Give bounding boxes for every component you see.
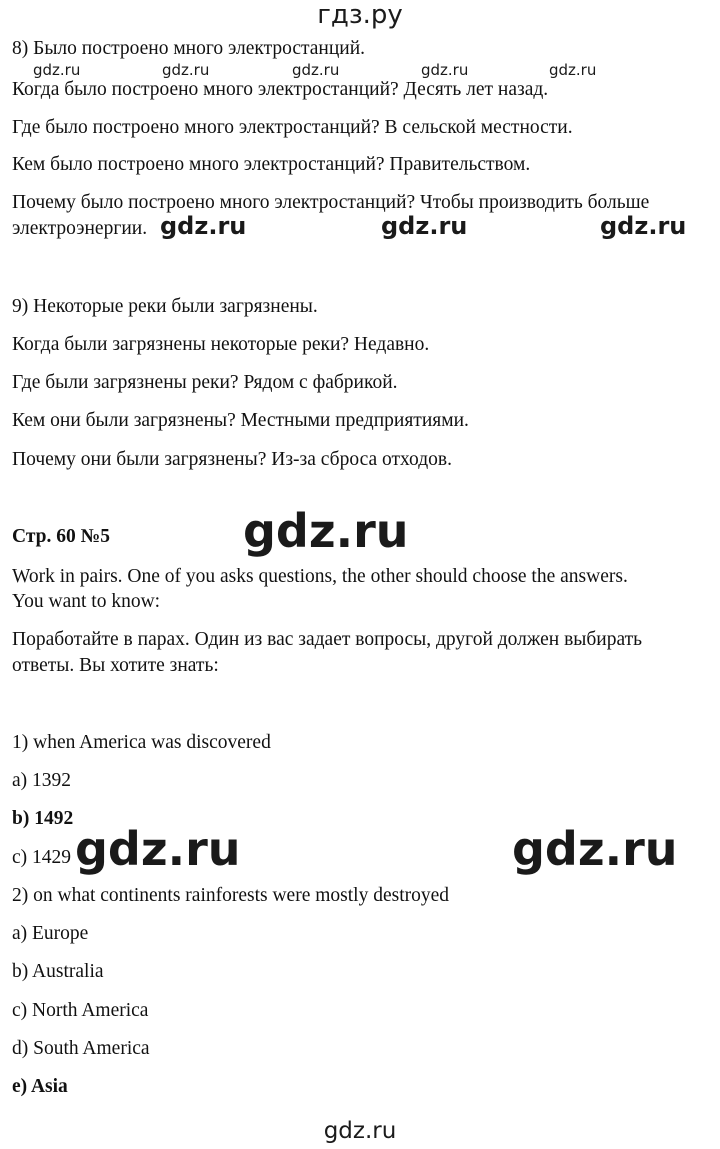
question-2-option-e-correct: e) Asia — [12, 1076, 68, 1097]
watermark: gdz.ru — [160, 212, 247, 240]
question-1-option-b-correct: b) 1492 — [12, 808, 74, 829]
watermark: gdz.ru — [162, 61, 210, 79]
watermark: gdz.ru — [549, 61, 597, 79]
question-2-option-a: a) Europe — [12, 923, 89, 944]
section-8-title: 8) Было построено много электростанций. — [12, 38, 366, 59]
site-footer: gdz.ru — [323, 1118, 397, 1144]
instruction-ru-line2: ответы. Вы хотите знать: — [12, 655, 219, 676]
section-9-question-why: Почему они были загрязнены? Из-за сброса отходов. — [12, 449, 452, 470]
question-2-option-b: b) Australia — [12, 961, 104, 982]
section-8-question-why-line2: электроэнергии. — [12, 218, 148, 239]
watermark: gdz.ru — [421, 61, 469, 79]
instruction-en-line1: Work in pairs. One of you asks questions, the other should choose the answers. — [12, 566, 628, 587]
watermark: gdz.ru — [381, 212, 468, 240]
section-8-question-by-whom: Кем было построено много электростанций? Правительством. — [12, 154, 531, 175]
section-9-question-when: Когда были загрязнены некоторые реки? Недавно. — [12, 334, 430, 355]
question-2-text: 2) on what continents rainforests were mostly destroyed — [12, 885, 450, 906]
question-2-option-c: c) North America — [12, 1000, 149, 1021]
watermark: gdz.ru — [292, 61, 340, 79]
watermark: gdz.ru — [512, 822, 678, 876]
watermark: gdz.ru — [600, 212, 687, 240]
section-8-question-when: Когда было построено много электростанций? Десять лет назад. — [12, 79, 549, 100]
watermark: gdz.ru — [243, 504, 409, 558]
question-1-option-a: a) 1392 — [12, 770, 72, 791]
section-9-question-by-whom: Кем они были загрязнены? Местными предприятиями. — [12, 410, 469, 431]
watermark: gdz.ru — [33, 61, 81, 79]
instruction-ru-line1: Поработайте в парах. Один из вас задает вопросы, другой должен выбирать — [12, 629, 643, 650]
section-9-title: 9) Некоторые реки были загрязнены. — [12, 296, 318, 317]
question-2-option-d: d) South America — [12, 1038, 150, 1059]
section-9-question-where: Где были загрязнены реки? Рядом с фабрикой. — [12, 372, 398, 393]
section-8-question-where: Где было построено много электростанций? В сельской местности. — [12, 117, 573, 138]
section-8-question-why-line1: Почему было построено много электростанций? Чтобы производить больше — [12, 192, 650, 213]
question-1-option-c: c) 1429 — [12, 847, 72, 868]
site-header: гдз.ру — [317, 0, 403, 30]
exercise-heading: Стр. 60 №5 — [12, 526, 110, 547]
question-1-text: 1) when America was discovered — [12, 732, 271, 753]
watermark: gdz.ru — [75, 822, 241, 876]
instruction-en-line2: You want to know: — [12, 591, 161, 612]
